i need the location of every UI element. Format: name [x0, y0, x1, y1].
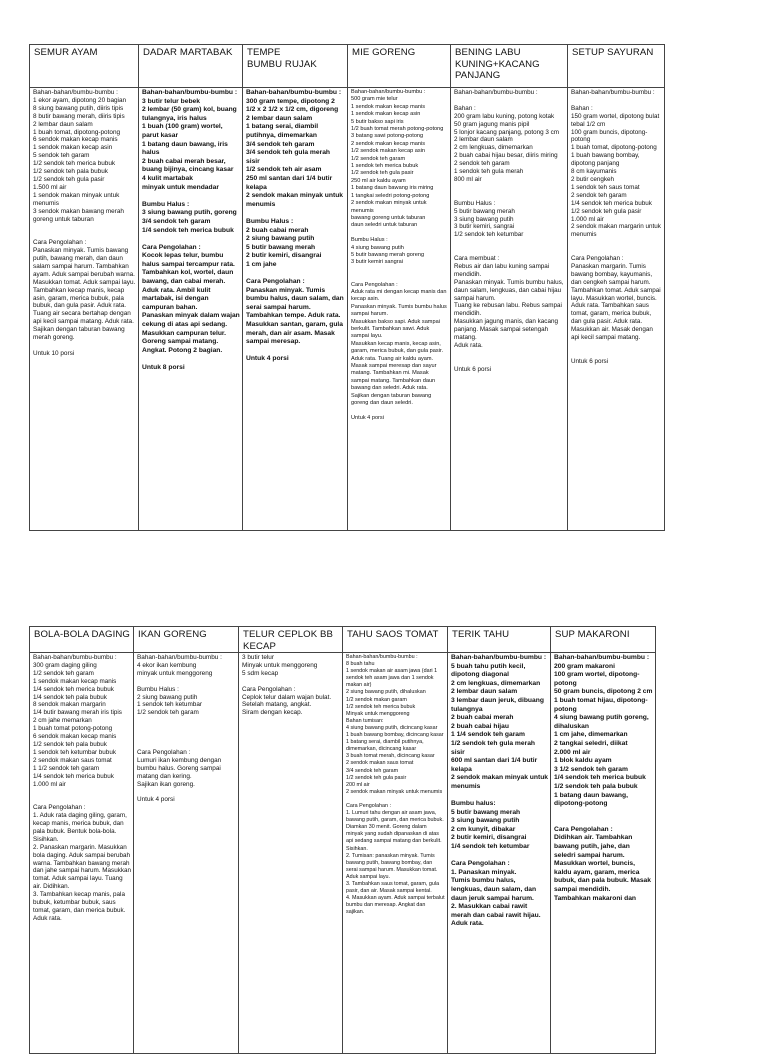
column-header-mie-goreng: MIE GORENG — [348, 45, 451, 88]
column-header-bola-bola-daging: BOLA-BOLA DAGING — [30, 627, 134, 653]
recipe-cell-bening-labu: Bahan-bahan/bumbu-bumbu : Bahan : 200 gram labu kuning, potong kotak 50 gram jagung manis pipil 5 lonjor kacang panjang, potong 3 cm 2 lembar daun salam 2 cm lengkuas, dimemarkan 2 buah cabai hijau besar, diiris miring 2 sendok teh garam 1 sendok teh gula merah 800 ml air Bumbu Halus : 5 butir bawang merah 3 siung bawang putih 3 butir kemiri, sangrai 1/2 sendok teh ketumbar Cara membuat : Rebus air dan labu kuning sampai mendidih. Panaskan minyak. Tumis bumbu halus, daun salam, lengkuas, dan cabai hijau sampai harum. Tuang ke rebusan labu. Rebus sampai mendidih. Masukkan jagung manis, dan kacang panjang. Masak sampai setengah matang. Aduk rata. Untuk 6 porsi — [451, 88, 568, 531]
recipe-cell-ikan-goreng: Bahan-bahan/bumbu-bumbu : 4 ekor ikan kembung minyak untuk menggoreng Bumbu Halus : 2 siung bawang putih 1 sendok teh ketumbar 1/2 sendok teh garam Cara Pengolahan : Lumuri ikan kembung dengan bumbu halus. Goreng sampai matang dan kering. Sajikan ikan goreng. Untuk 4 porsi — [134, 653, 239, 1054]
recipe-cell-sup-makaroni: Bahan-bahan/bumbu-bumbu : 200 gram makaroni 100 gram wortel, dipotong-potong 50 gram buncis, dipotong 2 cm 1 buah tomat hijau, dipotong-potong 4 siung bawang putih goreng, dihaluskan 1 cm jahe, dimemarkan 2 tangkai seledri, diikat 2.000 ml air 1 blok kaldu ayam 3 1/2 sendok teh garam 1/4 sendok teh merica bubuk 1/2 sendok teh pala bubuk 1 batang daun bawang, dipotong-potong Cara Pengolahan : Didihkan air. Tambahkan bawang putih, jahe, dan seledri sampai harum. Masukkan wortel, buncis, kaldu ayam, garam, merica bubuk, dan pala bubuk. Masak sampai mendidih. Tambahkan makaroni dan — [551, 653, 656, 1054]
column-header-setup-sayuran: SETUP SAYURAN — [568, 45, 665, 88]
column-header-tempe-bumbu-rujak: TEMPE BUMBU RUJAK — [243, 45, 348, 88]
recipe-cell-dadar-martabak: Bahan-bahan/bumbu-bumbu : 3 butir telur bebek 2 lembar (50 gram) kol, buang tulangnya, iris halus 1 buah (100 gram) wortel, parut kasar 1 batang daun bawang, iris halus 2 buah cabai merah besar, buang bijinya, cincang kasar 4 kulit martabak minyak untuk mendadar Bumbu Halus : 3 siung bawang putih, goreng 3/4 sendok teh garam 1/4 sendok teh merica bubuk Cara Pengolahan : Kocok lepas telur, bumbu halus sampai tercampur rata. Tambahkan kol, wortel, daun bawang, dan cabai merah. Aduk rata. Ambil kulit martabak, isi dengan campuran bahan. Panaskan minyak dalam wajan cekung di atas api sedang. Masukkan campuran telur. Goreng sampai matang. Angkat. Potong 2 bagian. Untuk 8 porsi — [139, 88, 243, 531]
column-header-dadar-martabak: DADAR MARTABAK — [139, 45, 243, 88]
column-header-sup-makaroni: SUP MAKARONI — [551, 627, 656, 653]
recipe-cell-setup-sayuran: Bahan-bahan/bumbu-bumbu : Bahan : 150 gram wortel, dipotong bulat tebal 1/2 cm 100 gram buncis, dipotong-potong 1 buah tomat, dipotong-potong 1 buah bawang bombay, dipotong panjang 8 cm kayumanis 2 butir cengkeh 1 sendok teh saus tomat 2 sendok teh garam 1/4 sendok teh merica bubuk 1/2 sendok teh gula pasir 1.000 ml air 2 sendok makan margarin untuk menumis Cara Pengolahan : Panaskan margarin. Tumis bawang bombay, kayumanis, dan cengkeh sampai harum. Tambahkan tomat. Aduk sampai layu. Masukkan wortel, buncis. Aduk rata. Tambahkan saus tomat, garam, merica bubuk, dan gula pasir. Aduk rata. Masukkan air. Masak dengan api kecil sampai matang. Untuk 6 porsi — [568, 88, 665, 531]
recipe-cell-telur-ceplok: 3 butir telur Minyak untuk menggoreng 5 sdm kecap Cara Pengolahan : Ceplok telur dalam wajan bulat. Setelah matang, angkat. Siram dengan kecap. — [239, 653, 343, 1054]
column-header-bening-labu: BENING LABU KUNING+KACANG PANJANG — [451, 45, 568, 88]
recipe-cell-bola-bola-daging: Bahan-bahan/bumbu-bumbu : 300 gram daging giling 1/2 sendok teh garam 1 sendok makan kecap manis 1/4 sendok teh merica bubuk 1/4 sendok teh pala bubuk 8 sendok makan margarin 1/4 butir bawang merah iris tipis 2 cm jahe memarkan 1 buah tomat potong-potong 6 sendok makan kecap manis 1/2 sendok teh pala bubuk 1 sendok teh ketumbar bubuk 2 sendok makan saus tomat 1 1/2 sendok teh garam 1/4 sendok teh merica bubuk 1.000 ml air Cara Pengolahan : 1. Aduk rata daging giling, garam, kecap manis, merica bubuk, dan pala bubuk. Bentuk bola-bola. Sisihkan. 2. Panaskan margarin. Masukkan bola daging. Aduk sampai berubah warna. Tambahkan bawang merah dan jahe sampai harum. Masukkan tomat. Aduk sampai layu. Tuang air. Didihkan. 3. Tambahkan kecap manis, pala bubuk, ketumbar bubuk, saus tomat, garam, dan merica bubuk. Aduk rata. — [30, 653, 134, 1054]
column-header-terik-tahu: TERIK TAHU — [448, 627, 551, 653]
column-header-ikan-goreng: IKAN GORENG — [134, 627, 239, 653]
recipe-cell-tempe-bumbu-rujak: Bahan-bahan/bumbu-bumbu : 300 gram tempe, dipotong 2 1/2 x 2 1/2 x 1/2 cm, digoreng 2 lembar daun salam 1 batang serai, diambil putihnya, dimemarkan 3/4 sendok teh garam 3/4 sendok teh gula merah sisir 1/2 sendok teh air asam 250 ml santan dari 1/4 butir kelapa 2 sendok makan minyak untuk menumis Bumbu Halus : 2 buah cabai merah 2 siung bawang putih 5 butir bawang merah 2 butir kemiri, disangrai 1 cm jahe Cara Pengolahan : Panaskan minyak. Tumis bumbu halus, daun salam, dan serai sampai harum. Tambahkan tempe. Aduk rata. Masukkan santan, garam, gula merah, dan air asam. Masak sampai meresap. Untuk 4 porsi — [243, 88, 348, 531]
column-header-tahu-saos-tomat: TAHU SAOS TOMAT — [343, 627, 448, 653]
recipe-cell-terik-tahu: Bahan-bahan/bumbu-bumbu : 5 buah tahu putih kecil, dipotong diagonal 2 cm lengkuas, dimemarkan 2 lembar daun salam 3 lembar daun jeruk, dibuang tulangnya 2 buah cabai merah 2 buah cabai hijau 1 1/4 sendok teh garam 1/2 sendok teh gula merah sisir 600 ml santan dari 1/4 butir kelapa 2 sendok makan minyak untuk menumis Bumbu halus: 5 butir bawang merah 3 siung bawang putih 2 cm kunyit, dibakar 2 butir kemiri, disangrai 1/4 sendok teh ketumbar Cara Pengolahan : 1. Panaskan minyak. Tumis bumbu halus, lengkuas, daun salam, dan daun jeruk sampai harum. 2. Masukkan cabai rawit merah dan cabai rawit hijau. Aduk rata. — [448, 653, 551, 1054]
column-header-telur-ceplok: TELUR CEPLOK BB KECAP — [239, 627, 343, 653]
column-header-semur-ayam: SEMUR AYAM — [30, 45, 139, 88]
recipe-cell-tahu-saos-tomat: Bahan-bahan/bumbu-bumbu : 8 buah tahu 1 sendok makan air asam jawa (dari 1 sendok teh asam jawa dan 1 sendok makan air) 2 siung bawang putih, dihaluskan 1/2 sendok makan garam 1/2 sendok teh merica bubuk Minyak untuk menggoreng Bahan tumisan: 4 siung bawang putih, dicincang kasar 1 buah bawang bombay, dicincang kasar 1 batang serai, diambil putihnya, dimemarkan, dicincang kasar 3 buah tomat merah, dicincang kasar 2 sendok makan saus tomat 3/4 sendok teh garam 1/2 sendok teh gula pasir 200 ml air 2 sendok makan minyak untuk menumis Cara Pengolahan : 1. Lumuri tahu dengan air asam jawa, bawang putih, garam, dan merica bubuk. Diamkan 30 menit. Goreng dalam minyak yang sudah dipanaskan di atas api sedang sampai matang dan berkulit. Sisihkan. 2. Tumisan: panaskan minyak. Tumis bawang putih, bawang bombay, dan serai sampai harum. Masukkan tomat. Aduk sampai layu. 3. Tambahkan saus tomat, garam, gula pasir, dan air. Masak sampai kental. 4. Masukkan ayam. Aduk sampai terbalut bumbu dan meresap. Angkat dan sajikan. — [343, 653, 448, 1054]
recipe-cell-mie-goreng: Bahan-bahan/bumbu-bumbu : 500 gram mie telur 1 sendok makan kecap manis 1 sendok makan kecap asin 5 butir bakso sapi iris 1/2 buah tomat merah potong-potong 3 batang sawi potong-potong 2 sendok makan kecap manis 1/2 sendok makan kecap asin 1/2 sendok teh garam 1 sendok teh merica bubuk 1/2 sendok teh gula pasir 250 ml air kaldu ayam 1 batang daun bawang iris miring 1 tangkai seledri potong-potong 2 sendok makan minyak untuk menumis bawang goreng untuk taburan daun seledri untuk taburan Bumbu Halus : 4 siung bawang putih 5 butir bawang merah goreng 3 butir kemiri sangrai Cara Pengolahan : Aduk rata mi dengan kecap manis dan kecap asin. Panaskan minyak. Tumis bumbu halus sampai harum. Masukkan bakso sapi. Aduk sampai berkulit. Tambahkan sawi. Aduk sampai layu. Masukkan kecap manis, kecap asin, garam, merica bubuk, dan gula pasir. Aduk rata. Tuang air kaldu ayam. Masak sampai meresap dan sayur matang. Tambahkan mi. Masak sampai matang. Tambahkan daun bawang dan seledri. Aduk rata. Sajikan dengan taburan bawang goreng dan daun seledri. Untuk 4 porsi — [348, 88, 451, 531]
recipe-table-1 — [29, 44, 665, 531]
recipe-cell-semur-ayam: Bahan-bahan/bumbu-bumbu : 1 ekor ayam, dipotong 20 bagian 8 siung bawang putih, diiris tipis 8 butir bawang merah, diiris tipis 2 lembar daun salam 1 buah tomat, dipotong-potong 6 sendok makan kecap manis 1 sendok makan kecap asin 5 sendok teh garam 1/2 sendok teh merica bubuk 1/2 sendok teh pala bubuk 1/2 sendok teh gula pasir 1.500 ml air 1 sendok makan minyak untuk menumis 3 sendok makan bawang merah goreng untuk taburan Cara Pengolahan : Panaskan minyak. Tumis bawang putih, bawang merah, dan daun salam sampai harum. Tambahkan ayam. Aduk sampai berubah warna. Masukkan tomat. Aduk sampai layu. Tambahkan kecap manis, kecap asin, garam, merica bubuk, pala bubuk, dan gula pasir. Aduk rata. Tuang air secara bertahap dengan api kecil sampai matang. Aduk rata. Sajikan dengan taburan bawang merah goreng. Untuk 10 porsi — [30, 88, 139, 531]
recipe-table-2 — [29, 626, 656, 1054]
